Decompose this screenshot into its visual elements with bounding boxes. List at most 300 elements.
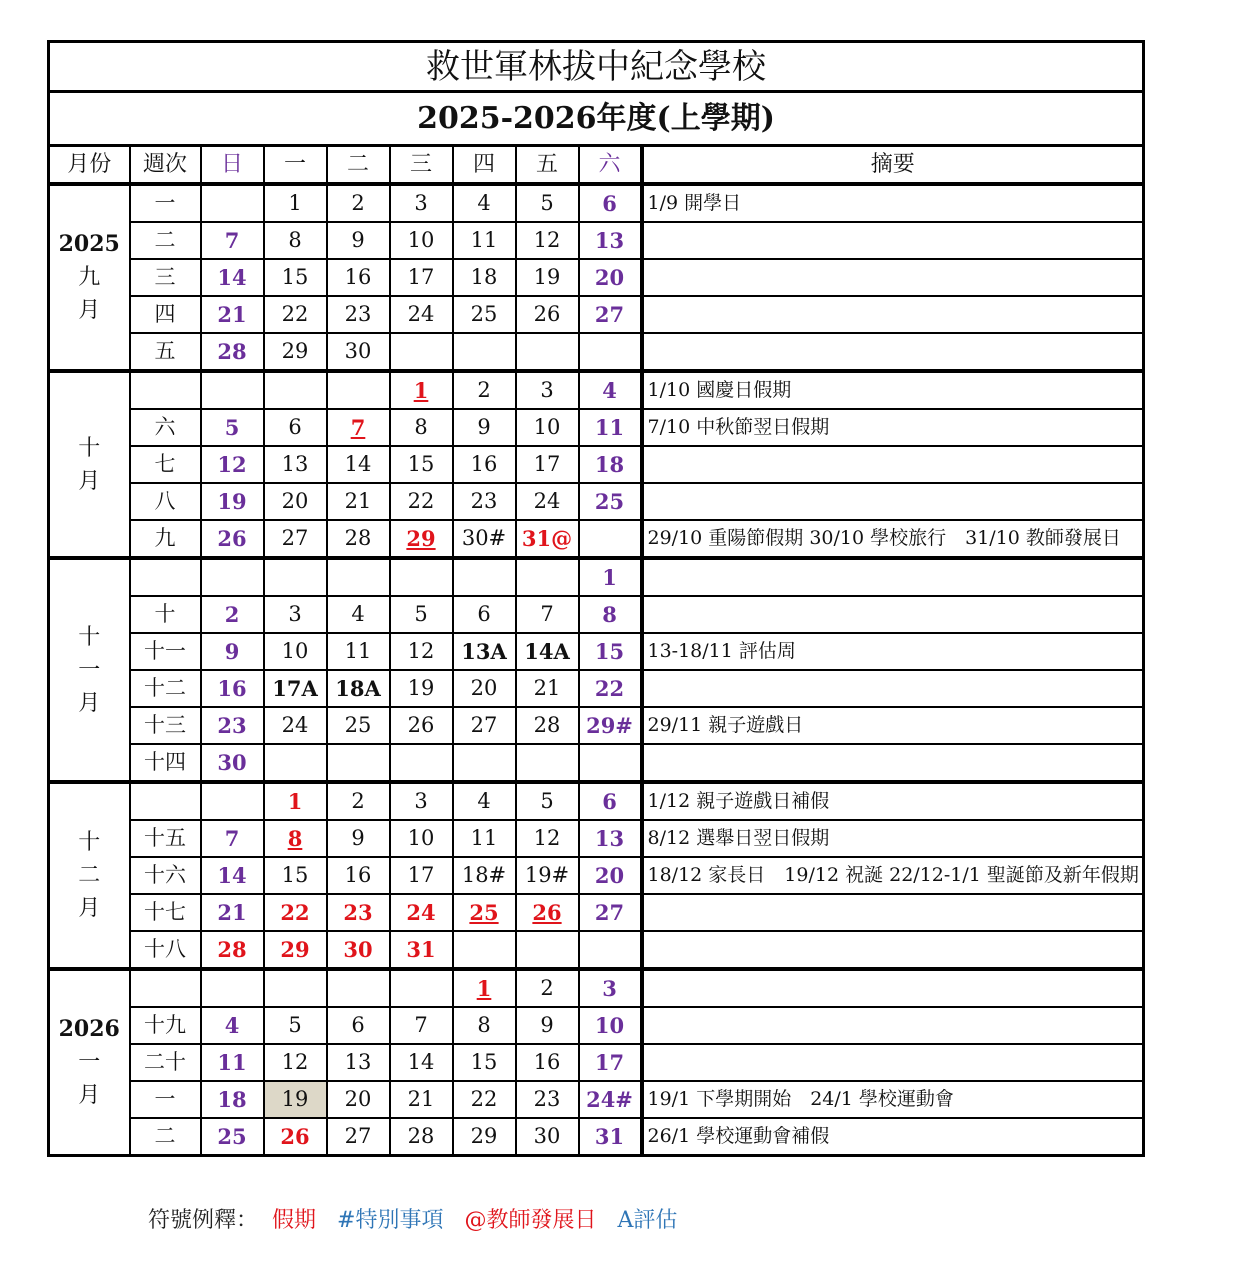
day-number: 26: [280, 1123, 310, 1149]
day-fri: [516, 707, 579, 744]
day-number: 24: [281, 713, 309, 737]
week-note: [642, 969, 1144, 1007]
day-number: 4: [477, 191, 491, 215]
day-fri: [516, 259, 579, 296]
day-number: 30: [344, 339, 372, 363]
day-sun: [201, 744, 264, 782]
week-note: [642, 222, 1144, 259]
day-sun: [201, 596, 264, 633]
day-tue: [327, 596, 390, 633]
month-char: 一: [78, 1050, 101, 1075]
day-number: 28: [533, 713, 561, 737]
month-label: [49, 558, 130, 782]
week-row: [49, 222, 1144, 259]
day-wed: [390, 1007, 453, 1044]
day-wed: [390, 670, 453, 707]
day-sun: [201, 707, 264, 744]
day-fri: [516, 820, 579, 857]
day-sat: [579, 1044, 642, 1081]
day-number: 14A: [524, 638, 570, 664]
week-row: [49, 670, 1144, 707]
month-char: 月: [78, 298, 101, 323]
week-row: [49, 969, 1144, 1007]
day-number: 18: [470, 265, 498, 289]
day-tue: [327, 969, 390, 1007]
day-number: 18#: [461, 863, 507, 887]
day-mon: [264, 371, 327, 409]
day-number: 6: [602, 190, 617, 216]
day-number: 3: [414, 789, 428, 813]
day-wed: [390, 931, 453, 969]
day-number: 11: [344, 639, 372, 663]
day-number: 31@: [521, 525, 573, 551]
day-mon: [264, 446, 327, 483]
day-fri: [516, 409, 579, 446]
day-thu: [453, 633, 516, 670]
day-number: 14: [407, 1050, 435, 1074]
week-number: [130, 371, 201, 409]
day-mon: [264, 483, 327, 520]
header-wed: 三: [390, 146, 453, 185]
day-number: 1: [287, 788, 303, 814]
day-number: 15: [281, 863, 309, 887]
day-sat: [579, 894, 642, 931]
day-thu: [453, 969, 516, 1007]
day-sat: [579, 409, 642, 446]
month-char: 月: [78, 896, 101, 921]
day-mon: [264, 931, 327, 969]
day-number: 12: [407, 639, 435, 663]
day-number: 10: [407, 228, 435, 252]
day-tue: [327, 259, 390, 296]
day-sun: [201, 782, 264, 820]
day-number: 7: [224, 825, 240, 851]
day-sat: [579, 520, 642, 558]
day-number: 27: [470, 713, 498, 737]
day-number: 7: [350, 414, 366, 440]
day-sat: [579, 1007, 642, 1044]
day-mon: [264, 596, 327, 633]
day-sun: [201, 857, 264, 894]
day-sun: [201, 558, 264, 596]
day-number: 9: [477, 415, 491, 439]
day-number: 11: [594, 414, 625, 440]
day-number: 8: [602, 601, 617, 627]
week-number: [130, 782, 201, 820]
day-number: 23: [533, 1087, 561, 1111]
week-number: 六: [130, 409, 201, 446]
week-row: [49, 259, 1144, 296]
day-wed: [390, 857, 453, 894]
day-sun: [201, 333, 264, 371]
day-number: 2: [351, 789, 365, 813]
day-number: 16: [533, 1050, 561, 1074]
day-number: 7: [224, 227, 240, 253]
legend: [148, 1203, 691, 1234]
day-sat: [579, 744, 642, 782]
day-wed: [390, 371, 453, 409]
day-tue: [327, 1044, 390, 1081]
legend-teacher-dev: @教師發展日: [464, 1208, 597, 1233]
day-fri: [516, 446, 579, 483]
month-char: 十: [78, 435, 101, 461]
day-fri: [516, 857, 579, 894]
day-number: 29: [406, 525, 436, 551]
day-thu: [453, 184, 516, 222]
day-number: 22: [470, 1087, 498, 1111]
month-char: 九: [78, 265, 101, 290]
day-wed: [390, 782, 453, 820]
week-note: [642, 894, 1144, 931]
week-row: [49, 931, 1144, 969]
day-thu: [453, 820, 516, 857]
day-number: 14: [217, 862, 247, 888]
week-note: [642, 446, 1144, 483]
day-number: 3: [288, 602, 302, 626]
day-mon: [264, 782, 327, 820]
week-note: [642, 333, 1144, 371]
day-sat: [579, 857, 642, 894]
day-thu: [453, 520, 516, 558]
week-number: 十一: [130, 633, 201, 670]
week-row: [49, 1007, 1144, 1044]
week-row: [49, 1081, 1144, 1118]
day-tue: [327, 446, 390, 483]
day-number: 23: [344, 302, 372, 326]
day-number: 6: [351, 1013, 365, 1037]
day-number: 1: [476, 975, 492, 1001]
day-number: 16: [344, 265, 372, 289]
week-number: 十五: [130, 820, 201, 857]
day-number: 13A: [461, 638, 507, 664]
week-note: [642, 558, 1144, 596]
day-mon: [264, 558, 327, 596]
week-note: 13-18/11 評估周: [642, 633, 1144, 670]
day-number: 17A: [272, 675, 318, 701]
day-number: 20: [281, 489, 309, 513]
day-wed: [390, 558, 453, 596]
day-number: 30: [343, 936, 373, 962]
day-wed: [390, 259, 453, 296]
day-number: 30#: [461, 526, 507, 550]
day-thu: [453, 857, 516, 894]
day-number: 4: [351, 602, 365, 626]
day-thu: [453, 558, 516, 596]
week-row: [49, 558, 1144, 596]
day-number: 22: [281, 302, 309, 326]
week-note: [642, 744, 1144, 782]
day-tue: [327, 1007, 390, 1044]
header-thu: 四: [453, 146, 516, 185]
day-number: 7: [414, 1013, 428, 1037]
day-number: 17: [533, 452, 561, 476]
day-mon: [264, 894, 327, 931]
day-tue: [327, 409, 390, 446]
week-number: 一: [130, 184, 201, 222]
day-thu: [453, 446, 516, 483]
month-label: [49, 782, 130, 969]
month-char: 十: [78, 830, 101, 855]
day-tue: [327, 184, 390, 222]
day-number: 10: [594, 1012, 625, 1038]
legend-assessment: A評估: [617, 1208, 678, 1233]
day-number: 4: [224, 1012, 240, 1038]
day-wed: [390, 483, 453, 520]
week-number: 十八: [130, 931, 201, 969]
day-thu: [453, 1081, 516, 1118]
day-number: 9: [224, 638, 240, 664]
month-char: 十: [78, 624, 101, 650]
day-fri: [516, 670, 579, 707]
day-number: 7: [540, 602, 554, 626]
day-tue: [327, 222, 390, 259]
day-number: 21: [533, 676, 561, 700]
day-number: 18A: [335, 675, 381, 701]
day-mon: [264, 333, 327, 371]
day-tue: [327, 333, 390, 371]
day-sun: [201, 296, 264, 333]
week-number: [130, 969, 201, 1007]
day-number: 5: [540, 789, 554, 813]
day-thu: [453, 670, 516, 707]
week-number: 十二: [130, 670, 201, 707]
day-number: 23: [217, 712, 247, 738]
day-number: 25: [469, 899, 499, 925]
day-thu: [453, 222, 516, 259]
day-mon: [264, 1081, 327, 1118]
legend-special: #特別事項: [337, 1208, 444, 1233]
day-number: 3: [602, 975, 617, 1001]
day-mon: [264, 633, 327, 670]
day-tue: [327, 520, 390, 558]
day-sat: [579, 931, 642, 969]
day-sun: [201, 633, 264, 670]
day-fri: [516, 1081, 579, 1118]
day-number: 18: [217, 1086, 247, 1112]
week-note: 8/12 選舉日翌日假期: [642, 820, 1144, 857]
day-number: 30: [533, 1124, 561, 1148]
day-number: 20: [594, 264, 625, 290]
day-mon: [264, 1007, 327, 1044]
week-note: [642, 296, 1144, 333]
day-fri: [516, 596, 579, 633]
day-mon: [264, 409, 327, 446]
week-note: [642, 596, 1144, 633]
day-number: 5: [224, 414, 240, 440]
day-tue: [327, 371, 390, 409]
day-tue: [327, 857, 390, 894]
day-sat: [579, 969, 642, 1007]
day-thu: [453, 259, 516, 296]
day-number: 13: [344, 1050, 372, 1074]
day-number: 12: [217, 451, 247, 477]
week-note: 26/1 學校運動會補假: [642, 1118, 1144, 1156]
day-sat: [579, 296, 642, 333]
day-thu: [453, 483, 516, 520]
day-number: 19#: [524, 863, 570, 887]
day-number: 21: [217, 301, 247, 327]
day-number: 20: [594, 862, 625, 888]
day-number: 26: [407, 713, 435, 737]
legend-prefix: 符號例釋：: [148, 1208, 259, 1233]
week-row: [49, 894, 1144, 931]
day-wed: [390, 633, 453, 670]
day-mon: [264, 259, 327, 296]
day-wed: [390, 296, 453, 333]
week-number: 二: [130, 1118, 201, 1156]
day-number: 3: [540, 378, 554, 402]
month-char: 一: [78, 657, 101, 683]
day-tue: [327, 558, 390, 596]
day-number: 15: [470, 1050, 498, 1074]
day-number: 12: [281, 1050, 309, 1074]
day-number: 29: [280, 936, 310, 962]
day-number: 26: [533, 302, 561, 326]
day-number: 23: [470, 489, 498, 513]
day-sat: [579, 184, 642, 222]
day-sat: [579, 782, 642, 820]
week-row: [49, 596, 1144, 633]
day-wed: [390, 1118, 453, 1156]
day-mon: [264, 520, 327, 558]
day-wed: [390, 744, 453, 782]
week-number: 八: [130, 483, 201, 520]
day-number: 1: [602, 564, 617, 590]
day-fri: [516, 744, 579, 782]
day-number: 8: [477, 1013, 491, 1037]
day-number: 1: [413, 377, 429, 403]
day-sun: [201, 222, 264, 259]
week-row: [49, 409, 1144, 446]
day-number: 17: [407, 265, 435, 289]
week-note: [642, 1007, 1144, 1044]
week-row: [49, 707, 1144, 744]
header-sun: 日: [201, 146, 264, 185]
day-number: 8: [288, 228, 302, 252]
day-number: 28: [407, 1124, 435, 1148]
month-char: 月: [78, 468, 101, 494]
day-tue: [327, 670, 390, 707]
day-number: 9: [540, 1013, 554, 1037]
week-note: 1/10 國慶日假期: [642, 371, 1144, 409]
day-sat: [579, 820, 642, 857]
day-fri: [516, 1007, 579, 1044]
week-note: 7/10 中秋節翌日假期: [642, 409, 1144, 446]
week-number: 十三: [130, 707, 201, 744]
week-number: 二: [130, 222, 201, 259]
day-sat: [579, 633, 642, 670]
day-number: 29#: [586, 712, 633, 738]
day-number: 22: [407, 489, 435, 513]
day-number: 27: [281, 526, 309, 550]
day-sat: [579, 333, 642, 371]
day-tue: [327, 894, 390, 931]
header-sat: 六: [579, 146, 642, 185]
header-week: 週次: [130, 146, 201, 185]
day-mon: [264, 222, 327, 259]
week-number: 九: [130, 520, 201, 558]
day-fri: [516, 558, 579, 596]
day-sun: [201, 483, 264, 520]
school-name: 救世軍林拔中紀念學校: [49, 42, 1144, 92]
day-number: 4: [602, 377, 617, 403]
day-mon: [264, 707, 327, 744]
week-row: [49, 371, 1144, 409]
week-row: [49, 446, 1144, 483]
day-number: 21: [344, 489, 372, 513]
day-mon: [264, 969, 327, 1007]
day-thu: [453, 707, 516, 744]
school-calendar-table: [47, 40, 1145, 1157]
day-fri: [516, 483, 579, 520]
week-note: [642, 670, 1144, 707]
day-tue: [327, 483, 390, 520]
week-row: [49, 483, 1144, 520]
week-number: 一: [130, 1081, 201, 1118]
day-mon: [264, 820, 327, 857]
day-wed: [390, 520, 453, 558]
day-number: 19: [217, 488, 247, 514]
week-note: [642, 259, 1144, 296]
day-number: 24#: [586, 1086, 633, 1112]
day-mon: [264, 744, 327, 782]
week-note: 1/12 親子遊戲日補假: [642, 782, 1144, 820]
day-mon: [264, 857, 327, 894]
week-number: 十: [130, 596, 201, 633]
day-wed: [390, 969, 453, 1007]
day-sat: [579, 670, 642, 707]
day-wed: [390, 820, 453, 857]
day-sun: [201, 371, 264, 409]
day-tue: [327, 931, 390, 969]
day-wed: [390, 707, 453, 744]
week-note: 29/10 重陽節假期 30/10 學校旅行 31/10 教師發展日: [642, 520, 1144, 558]
week-row: [49, 1118, 1144, 1156]
day-number: 15: [407, 452, 435, 476]
day-thu: [453, 296, 516, 333]
day-thu: [453, 1044, 516, 1081]
day-tue: [327, 1118, 390, 1156]
day-number: 10: [281, 639, 309, 663]
day-thu: [453, 333, 516, 371]
day-number: 31: [594, 1123, 625, 1149]
day-sun: [201, 520, 264, 558]
week-note: [642, 931, 1144, 969]
day-sat: [579, 259, 642, 296]
day-number: 5: [414, 602, 428, 626]
day-number: 6: [602, 788, 617, 814]
week-row: [49, 820, 1144, 857]
month-label: [49, 371, 130, 558]
week-number: 十九: [130, 1007, 201, 1044]
week-number: 三: [130, 259, 201, 296]
day-fri: [516, 222, 579, 259]
day-number: 30: [217, 749, 247, 775]
day-fri: [516, 782, 579, 820]
day-sun: [201, 894, 264, 931]
day-thu: [453, 931, 516, 969]
day-sun: [201, 1007, 264, 1044]
week-number: 十六: [130, 857, 201, 894]
day-mon: [264, 670, 327, 707]
day-number: 8: [414, 415, 428, 439]
day-sat: [579, 1118, 642, 1156]
week-note: [642, 483, 1144, 520]
day-fri: [516, 333, 579, 371]
week-note: 1/9 開學日: [642, 184, 1144, 222]
day-thu: [453, 596, 516, 633]
day-number: 28: [344, 526, 372, 550]
